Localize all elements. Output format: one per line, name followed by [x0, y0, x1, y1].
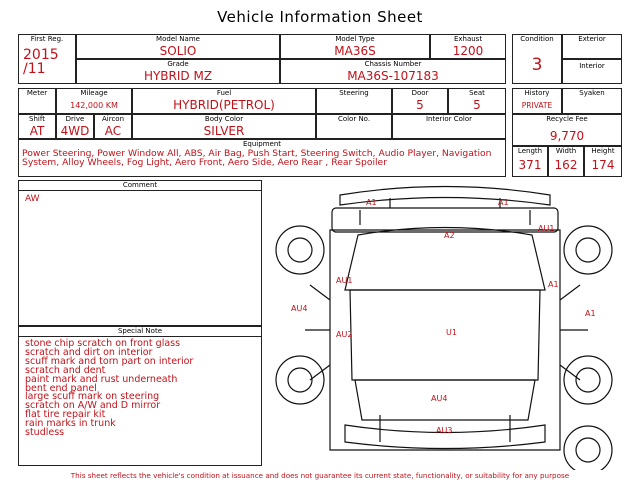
model-type-cell [280, 34, 430, 59]
disclaimer-footer: This sheet reflects the vehicle's condition at issuance and does not guarantee its current state, functionality, or suitability for any purpose [70, 471, 570, 480]
spare-wheel-outer [564, 426, 612, 470]
interior-color-cell [392, 114, 506, 139]
mileage-cell [56, 88, 132, 114]
comment-box [18, 180, 262, 326]
length-cell [512, 146, 548, 177]
special-note-item: paint mark and rust underneath [25, 373, 178, 385]
height-cell [584, 146, 622, 177]
fuel-value: HYBRID(PETROL) [173, 98, 275, 112]
exterior-cell [562, 34, 622, 59]
exhaust-cell [430, 34, 506, 59]
history-label: History [524, 89, 550, 97]
syaken-label: Syaken [579, 89, 605, 97]
comment-text: AW [25, 194, 40, 204]
length-value: 371 [518, 158, 542, 172]
body-outline [330, 230, 560, 450]
first-reg-value-2: /11 [23, 61, 46, 77]
color-no-cell [316, 114, 392, 139]
condition-label: Condition [520, 35, 554, 43]
meter-cell [18, 88, 56, 114]
chassis-label: Chassis Number [364, 60, 422, 68]
body-color-label: Body Color [204, 115, 244, 123]
label-a1-top-left: A1 [366, 198, 377, 207]
mileage-label: Mileage [80, 89, 108, 97]
roof-outline [350, 290, 540, 380]
label-au4-left: AU4 [291, 304, 308, 313]
label-a2: A2 [444, 231, 455, 240]
comment-label: Comment [19, 181, 261, 191]
special-note-box [18, 326, 262, 466]
recycle-fee-value: 9,770 [549, 129, 585, 143]
shift-value: AT [29, 124, 45, 138]
exterior-label: Exterior [578, 35, 606, 43]
syaken-cell [562, 88, 622, 114]
drive-label: Drive [65, 115, 85, 123]
body-color-cell [132, 114, 316, 139]
label-a1-right: A1 [548, 280, 559, 289]
special-note-item: stone chip scratch on front glass [25, 338, 181, 349]
special-note-item: scratch and dent [25, 364, 106, 376]
shift-cell [18, 114, 56, 139]
chassis-value: MA36S-107183 [347, 69, 439, 83]
aircon-label: Aircon [101, 115, 125, 123]
recycle-fee-cell [512, 114, 622, 146]
wheel-rear-left-outer [276, 356, 324, 404]
model-type-label: Model Type [335, 35, 375, 43]
grade-value: HYBRID MZ [143, 69, 213, 83]
history-cell [512, 88, 562, 114]
equipment-text: Power Steering, Power Window All, ABS, Air Bag, Push Start, Steering Switch, Audio Player, Navigation System, Alloy Wheels, Fog Light, Aero Front, Aero Side, Aero Rear , Rear Spoiler [22, 148, 492, 168]
condition-cell [512, 34, 562, 84]
width-cell [548, 146, 584, 177]
drive-value: 4WD [60, 124, 90, 138]
fuel-cell [132, 88, 316, 114]
special-note-item: bent end panel [25, 382, 97, 394]
door-value: 5 [416, 98, 424, 112]
wheel-front-right-outer [564, 226, 612, 274]
wheel-rear-right-outer [564, 356, 612, 404]
special-note-item: scratch and dirt on interior [25, 346, 153, 358]
label-u1: U1 [446, 328, 457, 337]
chassis-cell [280, 59, 506, 84]
door-label: Door [411, 89, 429, 97]
seat-label: Seat [469, 89, 485, 97]
exhaust-value: 1200 [452, 44, 484, 58]
width-value: 162 [554, 158, 578, 172]
drive-cell [56, 114, 94, 139]
label-au2: AU2 [336, 330, 353, 339]
label-au1-right: AU1 [538, 224, 555, 233]
steering-label: Steering [339, 89, 369, 97]
hood-outline [332, 208, 558, 232]
exhaust-label: Exhaust [453, 35, 483, 43]
special-note-item: flat tire repair kit [25, 409, 106, 421]
fuel-label: Fuel [216, 89, 232, 97]
model-type-value: MA36S [334, 44, 376, 58]
label-au3: AU3 [436, 426, 453, 435]
interior-cell [562, 59, 622, 84]
label-a1-far-right: A1 [585, 309, 596, 318]
aircon-cell [94, 114, 132, 139]
steering-cell [316, 88, 392, 114]
door-cell [392, 88, 448, 114]
special-note-item: studless [25, 427, 65, 439]
interior-color-label: Interior Color [425, 115, 473, 123]
first-reg-cell [18, 34, 76, 84]
model-name-value: SOLIO [159, 44, 197, 58]
shift-label: Shift [29, 115, 45, 123]
label-au1-left: AU1 [336, 276, 353, 285]
color-no-label: Color No. [337, 115, 371, 123]
special-note-item: rain marks in trunk [25, 418, 116, 430]
special-note-item: scratch on A/W and D mirror [25, 400, 161, 412]
model-name-label: Model Name [156, 35, 200, 43]
grade-label: Grade [167, 60, 189, 68]
label-au4-bottom: AU4 [431, 394, 448, 403]
first-reg-label: First Reg. [30, 35, 64, 43]
label-a1-top-right: A1 [498, 198, 509, 207]
special-note-list [19, 337, 261, 438]
wheel-front-left-outer [276, 226, 324, 274]
seat-value: 5 [473, 98, 481, 112]
equipment-cell [18, 139, 506, 177]
width-label: Width [555, 147, 577, 155]
body-color-value: SILVER [203, 124, 245, 138]
seat-cell [448, 88, 506, 114]
mileage-value: 142,000 KM [70, 101, 118, 110]
special-note-item: large scuff mark on steering [25, 391, 160, 403]
condition-value: 3 [531, 55, 543, 75]
special-note-label: Special Note [19, 327, 261, 337]
meter-label: Meter [26, 89, 48, 97]
height-label: Height [591, 147, 615, 155]
interior-label: Interior [579, 62, 605, 70]
length-label: Length [517, 147, 543, 155]
sheet-title: Vehicle Information Sheet [217, 8, 423, 26]
history-value: PRIVATE [521, 101, 553, 110]
model-name-cell [76, 34, 280, 59]
height-value: 174 [591, 158, 615, 172]
special-note-item: scuff mark and torn part on interior [25, 355, 194, 367]
recycle-fee-label: Recycle Fee [546, 115, 588, 123]
grade-cell [76, 59, 280, 84]
first-reg-value-1: 2015 [23, 47, 59, 63]
aircon-value: AC [104, 124, 122, 138]
equipment-label: Equipment [243, 140, 281, 148]
